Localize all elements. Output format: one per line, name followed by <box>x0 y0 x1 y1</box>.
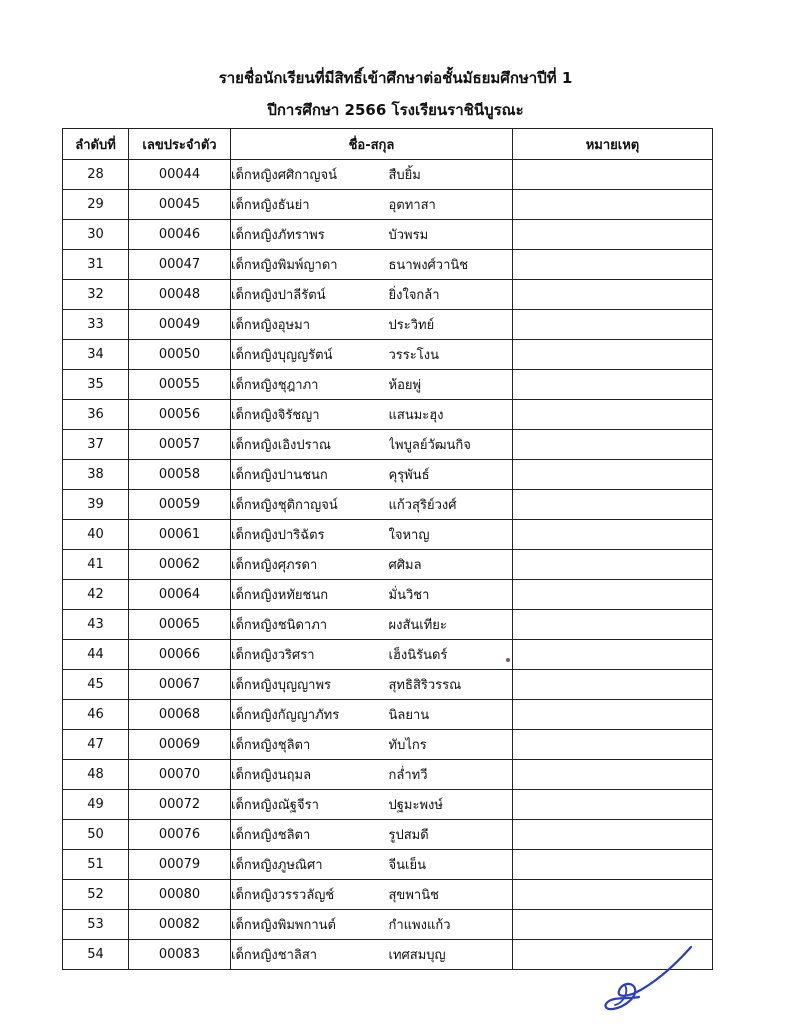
student-id-cell: 00048 <box>129 280 231 310</box>
table-row <box>63 640 713 670</box>
surname-cell: ปฐมะพงษ์ <box>389 790 513 820</box>
first-name-cell: เด็กหญิงเอิงปราณ <box>231 430 389 460</box>
order-number-cell: 33 <box>63 310 129 340</box>
surname-cell: ทับไกร <box>389 730 513 760</box>
student-id-cell: 00049 <box>129 310 231 340</box>
student-id-cell: 00065 <box>129 610 231 640</box>
table-row <box>63 760 713 790</box>
first-name-cell: เด็กหญิงวรรวลัญช์ <box>231 880 389 910</box>
surname-cell: ไพบูลย์วัฒนกิจ <box>389 430 513 460</box>
surname-cell: สุทธิสิริวรรณ <box>389 670 513 700</box>
first-name-cell: เด็กหญิงหทัยชนก <box>231 580 389 610</box>
first-name-cell: เด็กหญิงชุลิตา <box>231 730 389 760</box>
order-number-cell: 47 <box>63 730 129 760</box>
remarks-cell <box>513 820 713 850</box>
remarks-cell <box>513 280 713 310</box>
remarks-cell <box>513 340 713 370</box>
order-number-cell: 34 <box>63 340 129 370</box>
table-row <box>63 370 713 400</box>
header-remarks: หมายเหตุ <box>513 129 713 160</box>
student-id-cell: 00062 <box>129 550 231 580</box>
first-name-cell: เด็กหญิงวริศรา <box>231 640 389 670</box>
student-id-cell: 00057 <box>129 430 231 460</box>
student-id-cell: 00082 <box>129 910 231 940</box>
order-number-cell: 53 <box>63 910 129 940</box>
table-row <box>63 340 713 370</box>
remarks-cell <box>513 460 713 490</box>
order-number-cell: 42 <box>63 580 129 610</box>
surname-cell: ห้อยพู่ <box>389 370 513 400</box>
student-id-cell: 00068 <box>129 700 231 730</box>
ink-mark <box>506 658 510 662</box>
first-name-cell: เด็กหญิงศศิกาญจน์ <box>231 160 389 190</box>
order-number-cell: 46 <box>63 700 129 730</box>
student-id-cell: 00058 <box>129 460 231 490</box>
surname-cell: วรระโงน <box>389 340 513 370</box>
first-name-cell: เด็กหญิงพิมพกานต์ <box>231 910 389 940</box>
first-name-cell: เด็กหญิงบุญญรัตน์ <box>231 340 389 370</box>
order-number-cell: 52 <box>63 880 129 910</box>
remarks-cell <box>513 790 713 820</box>
surname-cell: คุรุพันธ์ <box>389 460 513 490</box>
student-id-cell: 00046 <box>129 220 231 250</box>
surname-cell: เทศสมบุญ <box>389 940 513 970</box>
student-id-cell: 00061 <box>129 520 231 550</box>
remarks-cell <box>513 640 713 670</box>
surname-cell: กล่ำทวี <box>389 760 513 790</box>
remarks-cell <box>513 610 713 640</box>
first-name-cell: เด็กหญิงนฤมล <box>231 760 389 790</box>
surname-cell: มั่นวิชา <box>389 580 513 610</box>
table-row <box>63 400 713 430</box>
remarks-cell <box>513 670 713 700</box>
student-id-cell: 00080 <box>129 880 231 910</box>
surname-cell: แก้วสุริย์วงศ์ <box>389 490 513 520</box>
order-number-cell: 36 <box>63 400 129 430</box>
table-row <box>63 160 713 190</box>
order-number-cell: 43 <box>63 610 129 640</box>
table-row <box>63 820 713 850</box>
remarks-cell <box>513 490 713 520</box>
first-name-cell: เด็กหญิงอุษมา <box>231 310 389 340</box>
first-name-cell: เด็กหญิงภัทราพร <box>231 220 389 250</box>
signature-mark <box>595 935 705 1015</box>
table-row <box>63 610 713 640</box>
first-name-cell: เด็กหญิงปานชนก <box>231 460 389 490</box>
first-name-cell: เด็กหญิงปาลีรัตน์ <box>231 280 389 310</box>
first-name-cell: เด็กหญิงปาริฉัตร <box>231 520 389 550</box>
surname-cell: สืบยิ้ม <box>389 160 513 190</box>
first-name-cell: เด็กหญิงธันย่า <box>231 190 389 220</box>
table-row <box>63 550 713 580</box>
remarks-cell <box>513 190 713 220</box>
student-id-cell: 00067 <box>129 670 231 700</box>
surname-cell: นิลยาน <box>389 700 513 730</box>
header-order-number: ลำดับที่ <box>63 129 129 160</box>
first-name-cell: เด็กหญิงณัฐจีรา <box>231 790 389 820</box>
student-id-cell: 00072 <box>129 790 231 820</box>
first-name-cell: เด็กหญิงบุญญาพร <box>231 670 389 700</box>
first-name-cell: เด็กหญิงภูษณิศา <box>231 850 389 880</box>
table-header-row <box>63 129 713 160</box>
order-number-cell: 39 <box>63 490 129 520</box>
student-id-cell: 00066 <box>129 640 231 670</box>
remarks-cell <box>513 220 713 250</box>
order-number-cell: 28 <box>63 160 129 190</box>
table-row <box>63 880 713 910</box>
student-id-cell: 00050 <box>129 340 231 370</box>
document-title: รายชื่อนักเรียนที่มีสิทธิ์เข้าศึกษาต่อชั้นมัธยมศึกษาปีที่ 1 <box>218 69 573 87</box>
table-row <box>63 490 713 520</box>
first-name-cell: เด็กหญิงพิมพ์ญาดา <box>231 250 389 280</box>
table-row <box>63 430 713 460</box>
first-name-cell: เด็กหญิงกัญญาภัทร <box>231 700 389 730</box>
first-name-cell: เด็กหญิงชลิตา <box>231 820 389 850</box>
order-number-cell: 51 <box>63 850 129 880</box>
surname-cell: บัวพรม <box>389 220 513 250</box>
first-name-cell: เด็กหญิงชุติกาญจน์ <box>231 490 389 520</box>
remarks-cell <box>513 520 713 550</box>
student-id-cell: 00056 <box>129 400 231 430</box>
student-id-cell: 00059 <box>129 490 231 520</box>
remarks-cell <box>513 580 713 610</box>
surname-cell: ประวิทย์ <box>389 310 513 340</box>
student-id-cell: 00079 <box>129 850 231 880</box>
order-number-cell: 30 <box>63 220 129 250</box>
table-row <box>63 670 713 700</box>
first-name-cell: เด็กหญิงชุฎาภา <box>231 370 389 400</box>
order-number-cell: 44 <box>63 640 129 670</box>
table-row <box>63 790 713 820</box>
surname-cell: จีนเย็น <box>389 850 513 880</box>
header-student-id: เลขประจำตัว <box>129 129 231 160</box>
first-name-cell: เด็กหญิงชาลิสา <box>231 940 389 970</box>
remarks-cell <box>513 880 713 910</box>
remarks-cell <box>513 430 713 460</box>
student-id-cell: 00070 <box>129 760 231 790</box>
order-number-cell: 49 <box>63 790 129 820</box>
remarks-cell <box>513 250 713 280</box>
order-number-cell: 50 <box>63 820 129 850</box>
surname-cell: ใจหาญ <box>389 520 513 550</box>
order-number-cell: 45 <box>63 670 129 700</box>
student-id-cell: 00045 <box>129 190 231 220</box>
table-row <box>63 280 713 310</box>
surname-cell: ธนาพงศ์วานิช <box>389 250 513 280</box>
remarks-cell <box>513 850 713 880</box>
order-number-cell: 35 <box>63 370 129 400</box>
surname-cell: ผงสันเทียะ <box>389 610 513 640</box>
student-id-cell: 00064 <box>129 580 231 610</box>
order-number-cell: 40 <box>63 520 129 550</box>
student-roster-table <box>62 128 713 970</box>
order-number-cell: 37 <box>63 430 129 460</box>
table-row <box>63 460 713 490</box>
order-number-cell: 38 <box>63 460 129 490</box>
table-row <box>63 250 713 280</box>
header-full-name: ชื่อ-สกุล <box>231 129 513 160</box>
order-number-cell: 41 <box>63 550 129 580</box>
order-number-cell: 31 <box>63 250 129 280</box>
remarks-cell <box>513 310 713 340</box>
document-subtitle: ปีการศึกษา 2566 โรงเรียนราชินีบูรณะ <box>267 101 524 119</box>
order-number-cell: 29 <box>63 190 129 220</box>
order-number-cell: 32 <box>63 280 129 310</box>
student-id-cell: 00055 <box>129 370 231 400</box>
table-row <box>63 520 713 550</box>
order-number-cell: 54 <box>63 940 129 970</box>
remarks-cell <box>513 160 713 190</box>
table-row <box>63 190 713 220</box>
remarks-cell <box>513 550 713 580</box>
table-row <box>63 850 713 880</box>
remarks-cell <box>513 700 713 730</box>
surname-cell: รูปสมดี <box>389 820 513 850</box>
remarks-cell <box>513 370 713 400</box>
surname-cell: เฮ็งนิรันดร์ <box>389 640 513 670</box>
table-row <box>63 580 713 610</box>
remarks-cell <box>513 760 713 790</box>
first-name-cell: เด็กหญิงจิรัชญา <box>231 400 389 430</box>
first-name-cell: เด็กหญิงศุภรดา <box>231 550 389 580</box>
student-id-cell: 00069 <box>129 730 231 760</box>
order-number-cell: 48 <box>63 760 129 790</box>
table-row <box>63 220 713 250</box>
surname-cell: ยิ่งใจกล้า <box>389 280 513 310</box>
student-id-cell: 00044 <box>129 160 231 190</box>
student-id-cell: 00047 <box>129 250 231 280</box>
surname-cell: อุตทาสา <box>389 190 513 220</box>
table-row <box>63 730 713 760</box>
student-id-cell: 00076 <box>129 820 231 850</box>
surname-cell: ศศิมล <box>389 550 513 580</box>
surname-cell: แสนมะฮุง <box>389 400 513 430</box>
remarks-cell <box>513 400 713 430</box>
remarks-cell <box>513 730 713 760</box>
surname-cell: กำแพงแก้ว <box>389 910 513 940</box>
student-id-cell: 00083 <box>129 940 231 970</box>
surname-cell: สุขพานิช <box>389 880 513 910</box>
table-row <box>63 700 713 730</box>
table-row <box>63 310 713 340</box>
first-name-cell: เด็กหญิงชนิดาภา <box>231 610 389 640</box>
